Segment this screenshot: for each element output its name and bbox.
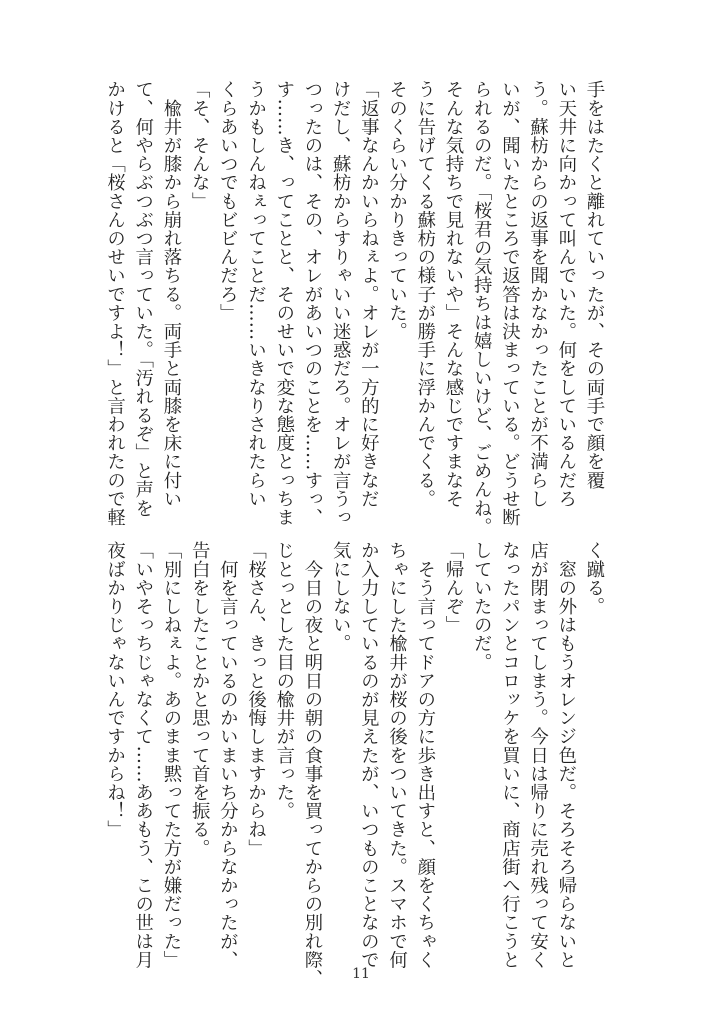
text-line: うに告げてくる蘇枋の様子が勝手に浮かんでくる。	[414, 80, 436, 508]
text-line: 「帰んぞ」	[442, 541, 464, 634]
text-line: う。蘇枋からの返事を聞かなかったことが不満らし	[527, 80, 549, 508]
text-line: 「返事なんかいらねぇよ。オレが一方的に好きなだ	[358, 80, 380, 508]
text-line: 手をはたくと離れていったが、その両手で顔を覆	[584, 80, 605, 490]
text-line: 楡井が膝から崩れ落ちる。両手と両膝を床に付い	[160, 80, 182, 508]
text-line: か入力しているのが見えたが、いつものことなので	[358, 541, 380, 969]
text-line: 気にしない。	[330, 541, 352, 653]
text-line: られるのだ。「桜君の気持ちは嬉しいけど、ごめんね。	[471, 80, 493, 536]
text-line: いが、聞いたところで返答は決まっている。どうせ断	[499, 80, 521, 527]
text-line: 店が閉まってしまう。今日は帰りに売れ残って安く	[527, 541, 549, 969]
text-line: 「そ、そんな」	[189, 80, 211, 211]
text-line: す……き、ってことと、そのせいで変な態度とっちま	[273, 80, 295, 527]
text-line: 夜ばかりじゃないんですからね！」	[104, 541, 126, 839]
text-line: 今日の夜と明日の朝の食事を買ってからの別れ際、	[301, 541, 323, 988]
text-line: 「桜さん、きっと後悔しますからね」	[245, 541, 267, 858]
text-line: 「別にしねぇよ。あのまま黙ってた方が嫌だった」	[160, 541, 182, 969]
text-line: かけると「桜さんのせいですよ！」と言われたので軽	[104, 80, 126, 527]
text-line: していたのだ。	[471, 541, 493, 672]
text-line: 窓の外はもうオレンジ色だ。そろそろ帰らないと	[555, 541, 577, 969]
text-line: そのくらい分かりきっていた。	[386, 80, 408, 341]
text-line: て、何やらぶつぶつ言っていた。「汚れるぞ」と声を	[132, 80, 154, 518]
text-line: そう言ってドアの方に歩き出すと、顔をくちゃく	[414, 541, 436, 969]
text-line: つったのは、その、オレがあいつのことを……すっ、	[301, 80, 323, 527]
text-line: くらあいつでもビビんだろ」	[217, 80, 239, 322]
text-line: なったパンとコロッケを買いに、商店街へ行こうと	[499, 541, 521, 969]
text-line: けだし、蘇枋からすりゃいい迷惑だろ。オレが言うっ	[330, 80, 352, 527]
text-block-top	[104, 80, 608, 536]
text-line: ちゃにした楡井が桜の後をついてきた。スマホで何	[386, 541, 408, 969]
text-line: い天井に向かって叫んでいた。何をしているんだろ	[555, 80, 577, 508]
text-line: 何を言っているのかいまいち分からなかったが、	[217, 541, 239, 969]
text-line: うかもしんねぇってことだ……いきなりされたらい	[245, 80, 267, 508]
text-line: じとっとした目の楡井が言った。	[273, 541, 295, 820]
text-line: 告白をしたことかと思って首を振る。	[189, 541, 211, 858]
text-line: く蹴る。	[584, 541, 605, 616]
page-number: 11	[352, 966, 370, 982]
text-line: 「いやそっちじゃなくて……ああもう、この世は月	[132, 541, 154, 969]
text-line: そんな気持ちで見れないや」そんな感じですまなそ	[442, 80, 464, 508]
